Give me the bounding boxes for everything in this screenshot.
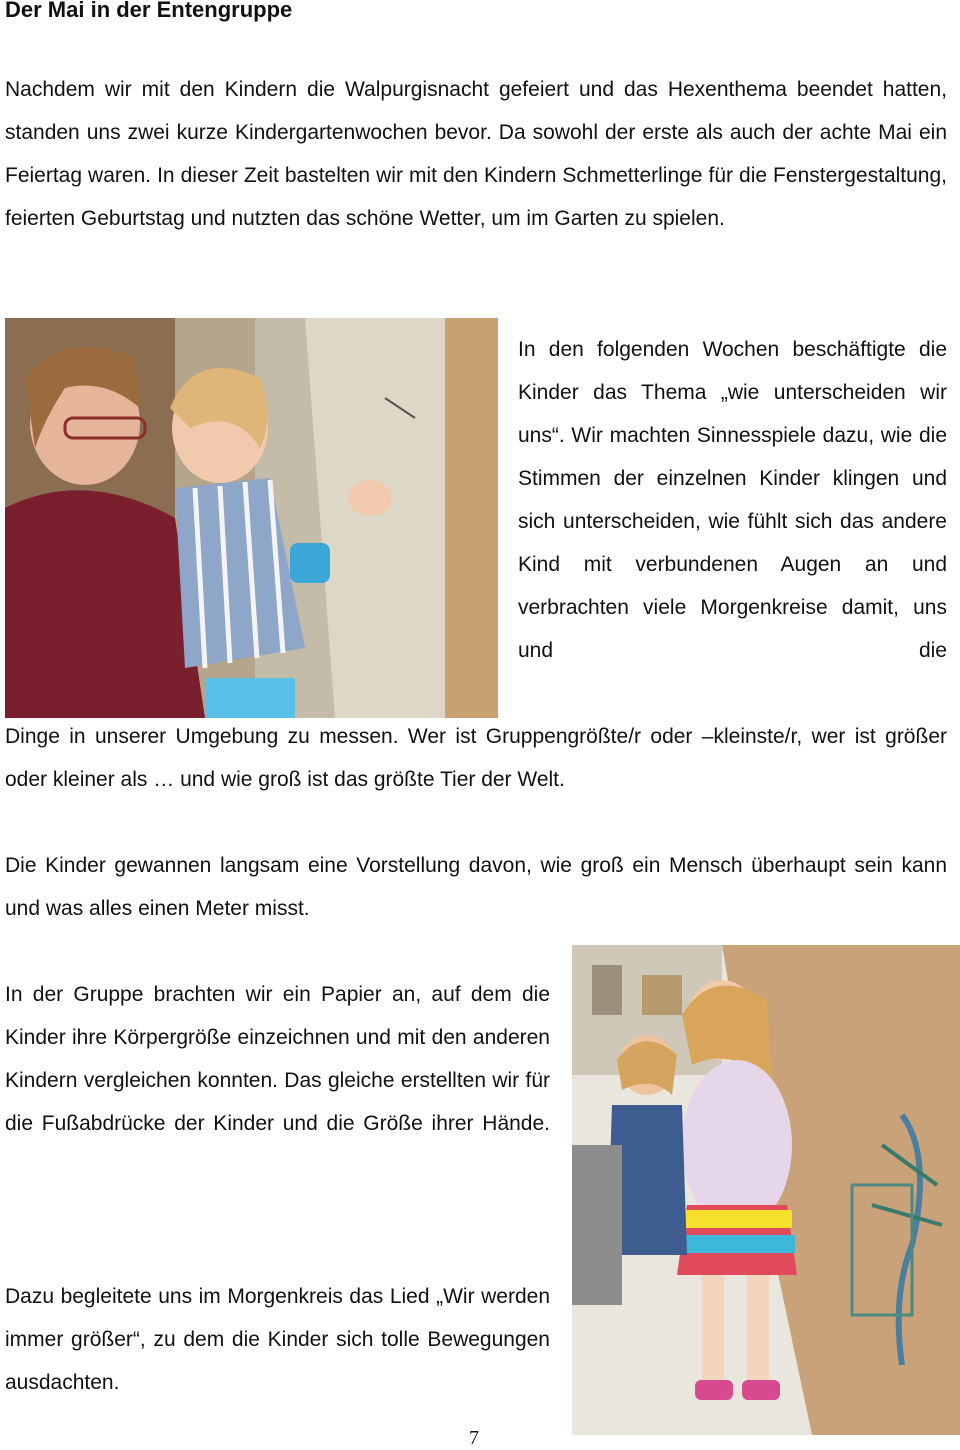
- paragraph-beside-photo: [518, 328, 947, 672]
- photo-teacher-and-child-drawing: [5, 318, 498, 718]
- paragraph-measuring: Dinge in unserer Umgebung zu messen. Wer ist Gruppengrößte/r oder –kleinste/r, wer ist größer oder kleiner als … und wie groß ist das größte Tier der Welt.: [5, 725, 947, 791]
- photo-children-drawing-drawing: [572, 945, 960, 1435]
- photo-children-drawing: [572, 945, 960, 1435]
- page-heading: Der Mai in der Entengruppe: [5, 0, 293, 22]
- paragraph-paper-on-wall: In der Gruppe brachten wir ein Papier an, auf dem die Kinder ihre Körpergröße einzeichnen und mit den anderen Kindern vergleichen konnten. Das gleiche erstellten wir für die Fußabdrücke der Kinder und die Größe ihrer Hände.: [5, 983, 550, 1135]
- paragraph-ideas: Die Kinder gewannen langsam eine Vorstellung davon, wie groß ein Mensch überhaupt sein kann und was alles einen Meter misst.: [5, 854, 947, 920]
- paragraph-beside-photo-text: In den folgenden Wochen beschäftigte die Kinder das Thema „wie unterscheiden wir uns“. Wir machten Sinnesspiele dazu, wie die Stimmen der einzelnen Kinder klingen und sich unterscheiden, wie fühlt sich das andere Kind mit verbundenen Augen an und verbrachten viele Morgenkreise damit, uns und die: [518, 338, 947, 662]
- paragraph-song: Dazu begleitete uns im Morgenkreis das Lied „Wir werden immer größer“, zu dem die Kinder sich tolle Bewegungen ausdachten.: [5, 1285, 550, 1394]
- photo-teacher-and-child: [5, 318, 498, 718]
- page-number: 7: [469, 1427, 479, 1449]
- intro-paragraph: Nachdem wir mit den Kindern die Walpurgisnacht gefeiert und das Hexenthema beendet hatten, standen uns zwei kurze Kindergartenwochen bevor. Da sowohl der erste als auch der achte Mai ein Feiertag waren. In dieser Zeit bastelten wir mit den Kindern Schmetterlinge für die Fenstergestaltung, feierten Geburtstag und nutzten das schöne Wetter, um im Garten zu spielen.: [5, 78, 947, 230]
